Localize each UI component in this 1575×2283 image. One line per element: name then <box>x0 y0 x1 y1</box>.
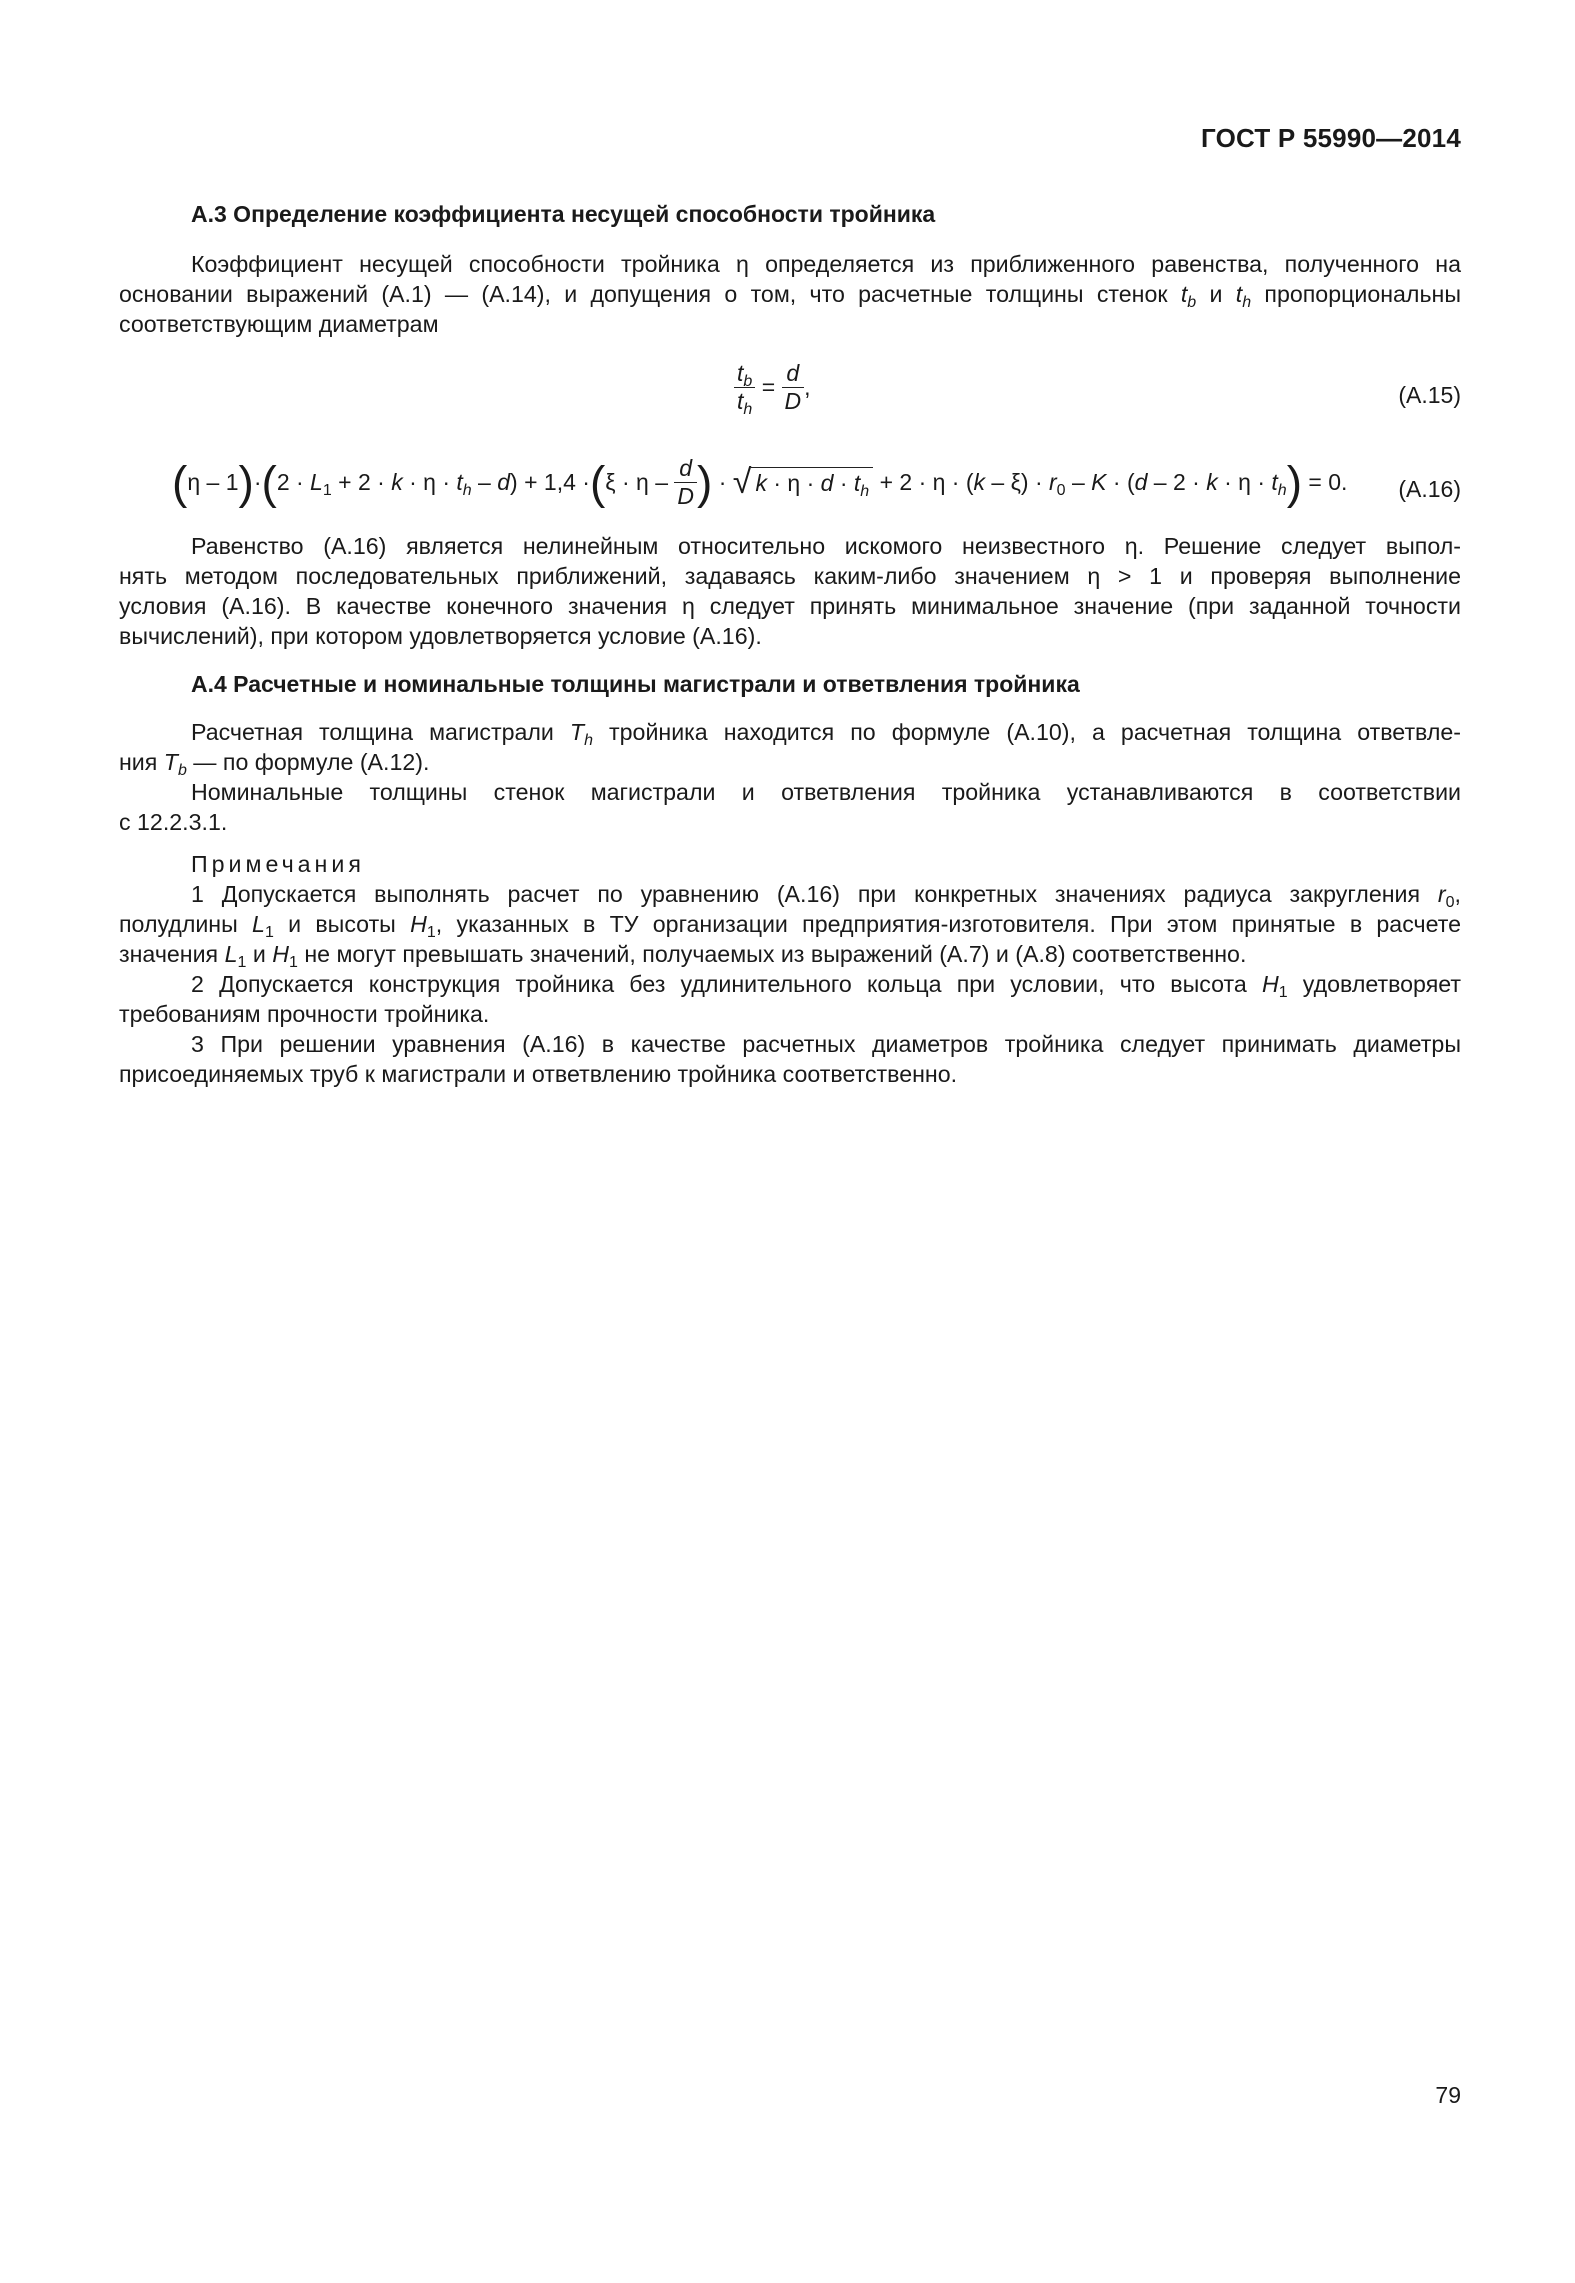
section-a4-paragraph-2: Номинальные толщины стенок магистрали и ответвления тройника устанавливаются в соответствии с 12.2.3.1. <box>119 779 1461 835</box>
section-a3-paragraph-1: Коэффициент несущей способности тройника η определяется из приближенного равенства, полученного на основании выражений (А.1) — (А.14), и допущения о том, что расчетные толщины стенок $t_b$ и $t_h$ пропорциональны соответствующим диаметрам <box>119 251 1461 337</box>
section-a4-paragraph-1: Расчетная толщина магистрали $T_h$ тройника находится по формуле (А.10), а расчетная толщина ответвле- ния $T_b$ — по формуле (А.12). <box>119 719 1461 779</box>
section-a3-paragraph-2: Равенство (А.16) является нелинейным относительно искомого неизвестного η. Решение следует выпол- нять методом последовательных приближений, задаваясь каким-либо значением η > 1 и проверяя выполнение условия (А.16). В качестве конечного значения η следует принять минимальное значение (при заданной точности вычислений), при котором удовлетворяется условие (А.16). <box>119 533 1461 649</box>
equation-number-a16: (А.16) <box>1398 476 1461 502</box>
notes-heading: Примечания <box>191 851 365 877</box>
notes-block: Примечания 1 Допускается выполнять расчет по уравнению (А.16) при конкретных значениях радиуса закругления $r_0$, полудлины $L_1$ и высоты $H_1$, указанных в ТУ организации предприятия-изготовителя. При этом принятые в расчете значения $L_1$ и $H_1$ не могут превышать значений, получаемых из выражений (А.7) и (А.8) соответственно. 2 Допускается конструкция тройника без удлинительного кольца при условии, что высота $H_1$ удовлетворяет требованиям прочности тройника. 3 При решении уравнения (А.16) в качестве расчетных диаметров тройника следует принимать диаметры присоединяемых труб к магистрали и ответвлению тройника соответственно. <box>119 851 1461 1087</box>
page-number: 79 <box>1435 2082 1461 2108</box>
section-a4-title: А.4 Расчетные и номинальные толщины магистрали и ответвления тройника <box>191 671 1080 697</box>
equation-number-a15: (А.15) <box>1398 382 1461 408</box>
formula-a16: $(\eta - 1)\cdot(2 \cdot L_1 + 2 \cdot k \cdot \eta \cdot t_h - d) + 1,4 \cdot(\xi \cdot \eta$ – $\frac{d}{D}$ ) · √ $k \cdot \eta \cdot d \cdot t_h + 2 \cdot \eta \cdot (k - \xi) \cdot r_0 - K \cdot (d - 2 \cdot k \cdot \eta \cdot t_h) = 0$. <box>172 455 1348 509</box>
formula-a15: $\frac{t_b}{t_h}$ = $\frac{d}{D}$ , <box>734 360 811 415</box>
document-header: ГОСТ Р 55990—2014 <box>1201 123 1461 153</box>
section-a3-title: А.3 Определение коэффициента несущей способности тройника <box>191 201 936 227</box>
